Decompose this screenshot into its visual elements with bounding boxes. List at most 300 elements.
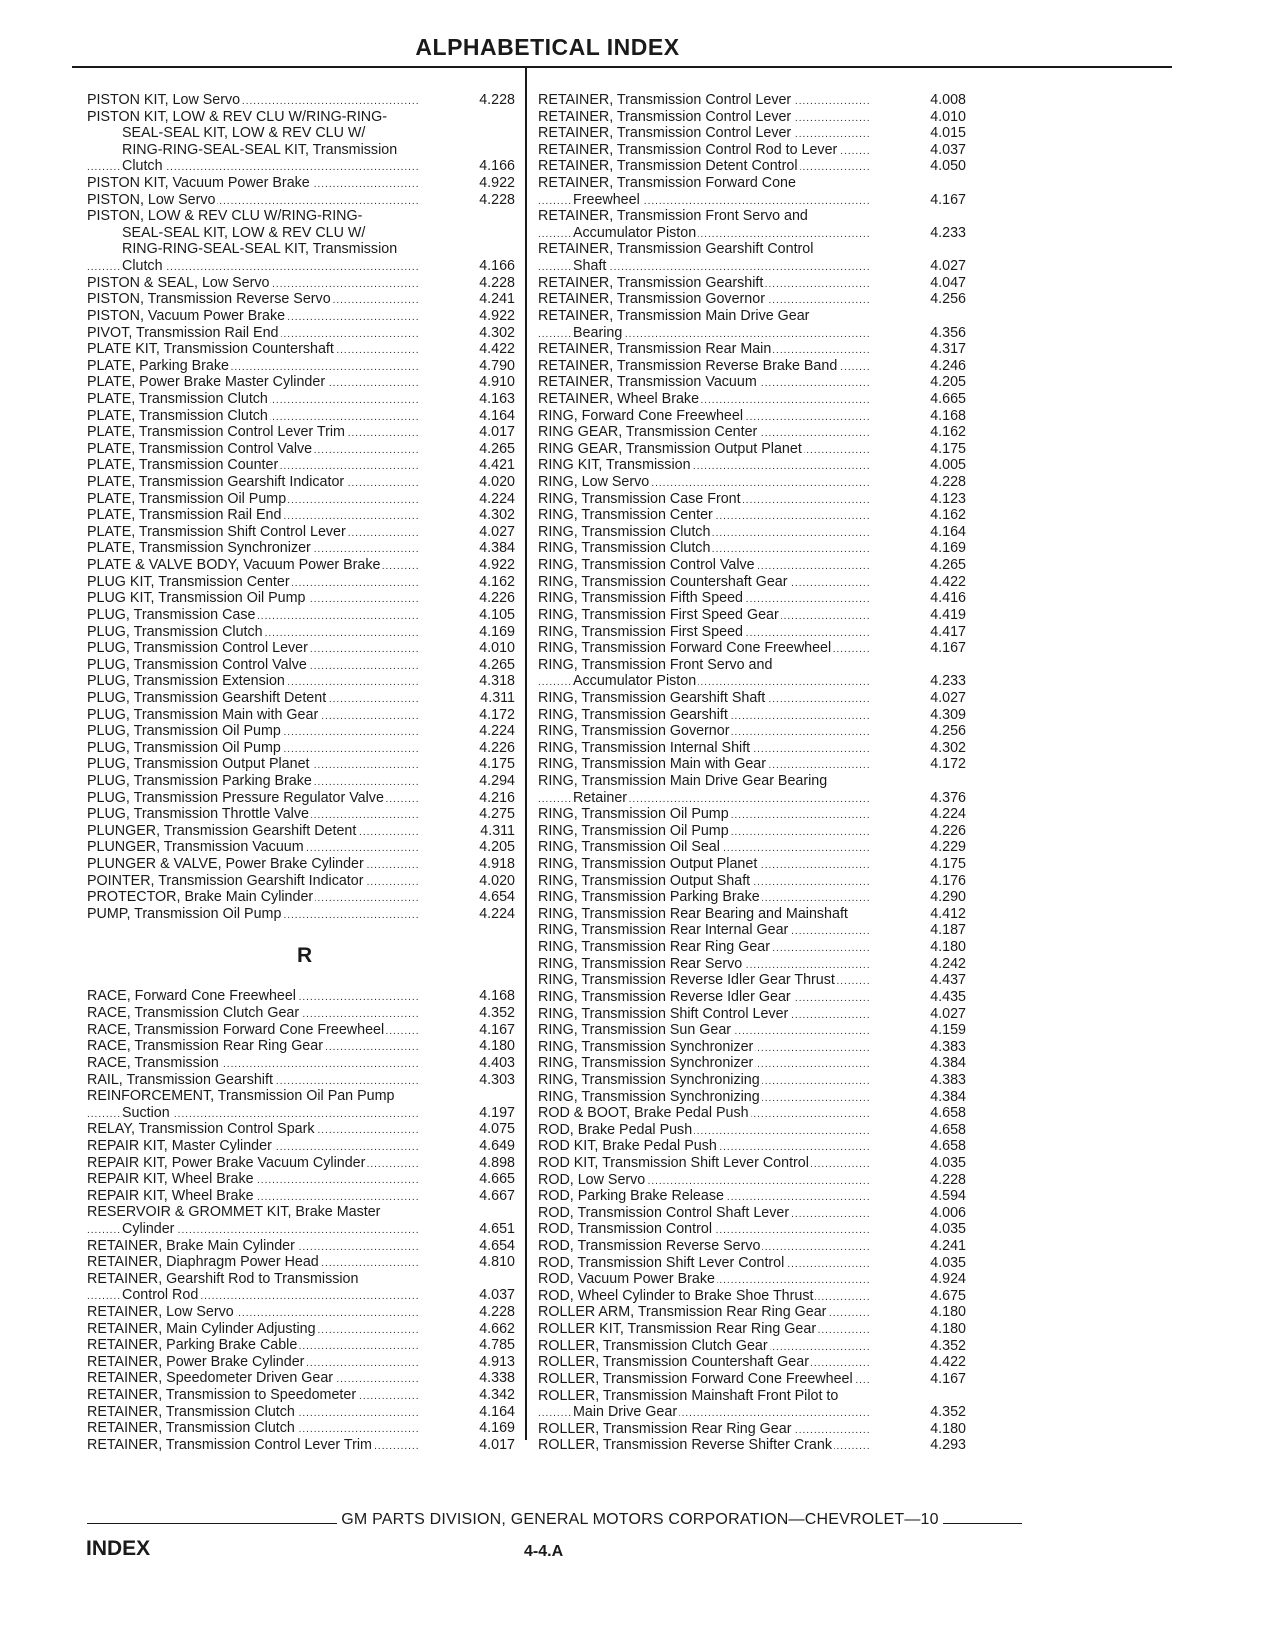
entry-text: Bearing	[573, 324, 623, 341]
index-entry	[87, 1105, 515, 1122]
entry-text: RING, Transmission Output Planet	[538, 856, 758, 873]
index-entry	[538, 756, 966, 773]
entry-text: PLATE, Transmission Counter	[87, 457, 279, 474]
index-entry	[538, 374, 966, 391]
index-entry	[87, 1304, 515, 1321]
entry-text: RING GEAR, Transmission Center	[538, 424, 758, 441]
index-entry	[538, 806, 966, 823]
entry-page-number: 4.422	[930, 1354, 966, 1371]
entry-text: ROD, Transmission Reverse Servo	[538, 1238, 761, 1255]
index-entry	[87, 374, 515, 391]
index-entry	[87, 540, 515, 557]
entry-text: RING, Transmission Gearshift	[538, 706, 728, 723]
entry-text: RING, Transmission Reverse Idler Gear Thrust	[538, 972, 835, 989]
index-entry	[87, 125, 515, 142]
entry-page-number: 4.311	[480, 822, 515, 839]
entry-text: RING, Transmission Gearshift Shaft	[538, 689, 766, 706]
index-entry	[87, 424, 515, 441]
index-entry	[538, 1321, 966, 1338]
entry-text: RING, Low Servo	[538, 474, 650, 491]
index-entry	[538, 1404, 966, 1421]
entry-text: PLUG, Transmission Gearshift Detent	[87, 689, 327, 706]
index-entry	[87, 673, 515, 690]
index-entry	[538, 325, 966, 342]
index-entry	[538, 773, 966, 790]
index-entry	[538, 790, 966, 807]
entry-page-number: 4.180	[930, 1304, 966, 1321]
index-entry	[538, 673, 966, 690]
entry-page-number: 4.224	[930, 806, 966, 823]
entry-page-number: 4.649	[479, 1137, 515, 1154]
entry-page-number: 4.293	[930, 1437, 966, 1454]
entry-page-number: 4.175	[479, 756, 515, 773]
index-entry	[87, 1337, 515, 1354]
index-entry	[538, 1055, 966, 1072]
entry-text: ROLLER KIT, Transmission Rear Ring Gear	[538, 1321, 817, 1338]
entry-text: SEAL-SEAL KIT, LOW & REV CLU W/	[122, 224, 366, 241]
entry-text: RETAINER, Transmission Gearshift Control	[538, 241, 814, 258]
entry-text: PLATE & VALVE BODY, Vacuum Power Brake	[87, 557, 381, 574]
index-entry	[538, 441, 966, 458]
index-entry	[87, 109, 515, 126]
entry-text: PLATE, Transmission Gearshift Indicator	[87, 474, 345, 491]
index-entry	[538, 424, 966, 441]
index-entry	[538, 474, 966, 491]
entry-text: PLATE, Transmission Synchronizer	[87, 540, 311, 557]
entry-text: Cylinder	[122, 1221, 175, 1237]
index-entry	[538, 408, 966, 425]
index-entry	[538, 690, 966, 707]
r-entries	[87, 988, 515, 1453]
entry-page-number: 4.422	[930, 573, 966, 590]
index-entry	[87, 241, 515, 258]
entry-text: Suction	[122, 1104, 170, 1121]
index-entry	[538, 457, 966, 474]
index-entry	[538, 225, 966, 242]
entry-page-number: 4.006	[930, 1204, 966, 1221]
entry-text: RING, Transmission Rear Internal Gear	[538, 922, 789, 939]
entry-page-number: 4.435	[930, 988, 966, 1005]
index-entry	[87, 823, 515, 840]
entry-page-number: 4.667	[479, 1187, 515, 1204]
entry-text: PLATE, Transmission Rail End	[87, 507, 282, 524]
index-entry	[538, 491, 966, 508]
entry-page-number: 4.105	[479, 606, 515, 623]
index-entry	[538, 1271, 966, 1288]
entry-page-number: 4.922	[479, 175, 515, 192]
entry-page-number: 4.166	[479, 158, 515, 175]
entry-page-number: 4.342	[479, 1387, 515, 1404]
entry-text: RING-RING-SEAL-SEAL KIT, Transmission	[122, 141, 398, 158]
entry-text: RING, Transmission Main with Gear	[538, 756, 767, 773]
entry-text: RETAINER, Transmission Control Lever	[538, 125, 792, 142]
entry-text: RETAINER, Transmission Rear Main	[538, 341, 772, 358]
entry-text: Freewheel	[573, 191, 640, 208]
entry-text: ROD, Wheel Cylinder to Brake Shoe Thrust	[538, 1287, 814, 1304]
entry-text: RETAINER, Transmission Control Lever	[538, 108, 792, 125]
entry-page-number: 4.020	[479, 872, 515, 889]
entry-page-number: 4.010	[479, 640, 515, 657]
index-entry	[538, 1388, 966, 1405]
entry-text: ROD, Transmission Control Shaft Lever	[538, 1204, 790, 1221]
index-entry	[538, 1172, 966, 1189]
index-entry	[538, 275, 966, 292]
entry-page-number: 4.027	[930, 258, 966, 275]
entry-page-number: 4.008	[930, 92, 966, 108]
entry-text: RESERVOIR & GROMMET KIT, Brake Master	[87, 1204, 381, 1221]
index-entry	[538, 258, 966, 275]
entry-text: RING, Transmission Oil Pump	[538, 806, 729, 823]
entry-text: ROD, Parking Brake Release	[538, 1188, 724, 1205]
entry-page-number: 4.228	[479, 1304, 515, 1321]
index-entry	[87, 1370, 515, 1387]
index-entry	[538, 125, 966, 142]
index-entry	[538, 175, 966, 192]
column-divider	[525, 68, 527, 1440]
entry-page-number: 4.311	[480, 689, 515, 706]
entry-page-number: 4.421	[479, 457, 515, 474]
entry-page-number: 4.658	[930, 1121, 966, 1138]
entry-page-number: 4.910	[479, 374, 515, 391]
entry-text: PLATE KIT, Transmission Countershaft	[87, 341, 334, 358]
entry-page-number: 4.224	[479, 905, 515, 922]
entry-page-number: 4.162	[930, 424, 966, 441]
entry-text: PLUG, Transmission Control Valve	[87, 656, 307, 673]
entry-text: Clutch	[122, 158, 163, 175]
entry-page-number: 4.913	[479, 1353, 515, 1370]
index-entry	[87, 1321, 515, 1338]
footer-caption: GM PARTS DIVISION, GENERAL MOTORS CORPORATION—CHEVROLET—10	[337, 1511, 942, 1528]
entry-page-number: 4.229	[930, 839, 966, 856]
entry-page-number: 4.303	[479, 1071, 515, 1088]
entry-page-number: 4.175	[930, 440, 966, 457]
entry-text: PISTON, Low Servo	[87, 191, 216, 208]
index-entry	[87, 158, 515, 175]
index-entry	[87, 1072, 515, 1089]
index-entry	[87, 208, 515, 225]
entry-page-number: 4.163	[479, 390, 515, 407]
index-entry	[87, 574, 515, 591]
entry-text: RING, Transmission Synchronizing	[538, 1088, 760, 1105]
entry-text: PLATE, Transmission Shift Control Lever	[87, 523, 346, 540]
index-entry	[538, 341, 966, 358]
entry-text: ROD KIT, Brake Pedal Push	[538, 1138, 717, 1155]
entry-text: PISTON KIT, Low Servo	[87, 92, 241, 108]
entry-text: Clutch	[122, 258, 163, 275]
index-entry	[87, 175, 515, 192]
index-entry	[538, 1072, 966, 1089]
index-entry	[87, 1387, 515, 1404]
entry-text: PROTECTOR, Brake Main Cylinder	[87, 889, 314, 906]
index-entry	[538, 358, 966, 375]
entry-page-number: 4.383	[930, 1071, 966, 1088]
index-entry	[87, 1188, 515, 1205]
entry-page-number: 4.167	[930, 640, 966, 657]
entry-page-number: 4.005	[930, 457, 966, 474]
index-entry	[538, 740, 966, 757]
index-entry	[538, 92, 966, 109]
entry-page-number: 4.384	[930, 1088, 966, 1105]
index-entry	[87, 1437, 515, 1454]
entry-text: PLATE, Transmission Clutch	[87, 407, 268, 424]
entry-page-number: 4.665	[479, 1171, 515, 1188]
index-entry	[538, 208, 966, 225]
entry-text: PLATE, Transmission Control Lever Trim	[87, 424, 345, 441]
entry-page-number: 4.352	[930, 1404, 966, 1421]
entry-page-number: 4.417	[930, 623, 966, 640]
entry-text: RETAINER, Transmission Front Servo and	[538, 208, 808, 225]
index-entry	[538, 1354, 966, 1371]
index-entry	[87, 358, 515, 375]
entry-text: PUMP, Transmission Oil Pump	[87, 905, 282, 922]
index-entry	[538, 1122, 966, 1139]
entry-page-number: 4.384	[479, 540, 515, 557]
index-entry	[538, 823, 966, 840]
index-entry	[87, 408, 515, 425]
entry-page-number: 4.265	[479, 656, 515, 673]
entry-text: RING, Transmission Countershaft Gear	[538, 573, 788, 590]
index-entry	[87, 557, 515, 574]
entry-text: Accumulator Piston	[573, 224, 697, 241]
entry-page-number: 4.226	[479, 590, 515, 607]
index-entry	[538, 557, 966, 574]
entry-page-number: 4.256	[930, 291, 966, 308]
entry-page-number: 4.167	[930, 1370, 966, 1387]
entry-text: ROLLER, Transmission Clutch Gear	[538, 1337, 768, 1354]
entry-page-number: 4.317	[930, 341, 966, 358]
entry-text: RING, Transmission Parking Brake	[538, 889, 760, 906]
entry-page-number: 4.302	[930, 739, 966, 756]
index-entry	[87, 192, 515, 209]
entry-text: RETAINER, Transmission Detent Control	[538, 158, 798, 175]
entry-page-number: 4.027	[930, 1005, 966, 1022]
entry-text: PLUG, Transmission Parking Brake	[87, 772, 312, 789]
entry-text: RING-RING-SEAL-SEAL KIT, Transmission	[122, 241, 398, 258]
entry-page-number: 4.166	[479, 258, 515, 275]
entry-page-number: 4.180	[930, 939, 966, 956]
entry-text: RING, Transmission Main Drive Gear Bearing	[538, 772, 828, 789]
entry-page-number: 4.318	[479, 673, 515, 690]
entry-page-number: 4.172	[479, 706, 515, 723]
entry-text: RING, Transmission Oil Seal	[538, 839, 720, 856]
entry-text: RETAINER, Transmission Control Lever Trim	[87, 1436, 372, 1453]
index-entry	[538, 657, 966, 674]
index-entry	[87, 457, 515, 474]
entry-page-number: 4.675	[930, 1287, 966, 1304]
index-entry	[87, 341, 515, 358]
entry-page-number: 4.338	[479, 1370, 515, 1387]
entry-page-number: 4.205	[479, 839, 515, 856]
entry-text: PLUG KIT, Transmission Center	[87, 573, 290, 590]
entry-text: RING, Transmission Case Front	[538, 490, 741, 507]
entry-page-number: 4.228	[930, 1171, 966, 1188]
index-entry	[538, 956, 966, 973]
page-number: 4-4.A	[524, 1543, 564, 1560]
index-entry	[87, 1287, 515, 1304]
index-entry	[538, 1255, 966, 1272]
index-entry	[538, 590, 966, 607]
entry-text: PLUG, Transmission Extension	[87, 673, 285, 690]
entry-page-number: 4.224	[479, 490, 515, 507]
index-entry	[87, 640, 515, 657]
entry-page-number: 4.167	[479, 1021, 515, 1038]
entry-text: PLUG KIT, Transmission Oil Pump	[87, 590, 306, 607]
index-entry	[87, 707, 515, 724]
entry-text: PLATE, Power Brake Master Cylinder	[87, 374, 326, 391]
entry-text: RING, Transmission Output Shaft	[538, 872, 751, 889]
entry-text: PLUG, Transmission Pressure Regulator Valve	[87, 789, 384, 806]
index-entry	[538, 1138, 966, 1155]
index-entry	[87, 806, 515, 823]
index-entry	[87, 1204, 515, 1221]
entry-page-number: 4.265	[479, 440, 515, 457]
entry-text: RETAINER, Transmission Forward Cone	[538, 175, 796, 192]
entry-text: PLUG, Transmission Control Lever	[87, 640, 308, 657]
entry-page-number: 4.918	[479, 856, 515, 873]
entry-text: RING, Transmission Control Valve	[538, 557, 755, 574]
entry-page-number: 4.242	[930, 955, 966, 972]
index-entry	[87, 1138, 515, 1155]
index-entry	[87, 92, 515, 109]
index-entry	[87, 275, 515, 292]
entry-text: PLUG, Transmission Main with Gear	[87, 706, 319, 723]
entry-text: Main Drive Gear	[573, 1404, 678, 1421]
index-entry	[87, 1420, 515, 1437]
index-entry	[87, 325, 515, 342]
entry-text: PLATE, Transmission Oil Pump	[87, 490, 287, 507]
entry-text: RING, Forward Cone Freewheel	[538, 407, 743, 424]
index-entry	[87, 258, 515, 275]
index-entry	[538, 1205, 966, 1222]
entry-page-number: 4.164	[479, 1403, 515, 1420]
page-title: ALPHABETICAL INDEX	[415, 34, 680, 60]
index-entry	[538, 1238, 966, 1255]
entry-page-number: 4.175	[930, 856, 966, 873]
index-entry	[538, 1105, 966, 1122]
index-entry	[538, 889, 966, 906]
entry-page-number: 4.197	[479, 1104, 515, 1121]
entry-page-number: 4.167	[930, 191, 966, 208]
entry-text: RING, Transmission First Speed	[538, 623, 743, 640]
entry-text: ROLLER, Transmission Forward Cone Freewheel	[538, 1370, 853, 1387]
index-entry	[538, 241, 966, 258]
entry-page-number: 4.164	[479, 407, 515, 424]
entry-text: RING, Transmission Governor	[538, 723, 730, 740]
entry-page-number: 4.403	[479, 1054, 515, 1071]
index-entry	[87, 524, 515, 541]
index-entry	[538, 624, 966, 641]
index-entry	[87, 491, 515, 508]
index-entry	[87, 657, 515, 674]
entry-page-number: 4.162	[479, 573, 515, 590]
entry-text: RING, Transmission Rear Servo	[538, 955, 743, 972]
entry-page-number: 4.419	[930, 606, 966, 623]
entry-page-number: 4.290	[930, 889, 966, 906]
index-entry	[538, 308, 966, 325]
entry-page-number: 4.658	[930, 1105, 966, 1122]
index-entry	[87, 1022, 515, 1039]
entry-page-number: 4.412	[930, 905, 966, 922]
entry-page-number: 4.164	[930, 523, 966, 540]
entry-page-number: 4.037	[930, 141, 966, 158]
entry-page-number: 4.176	[930, 872, 966, 889]
entry-page-number: 4.241	[479, 291, 515, 308]
entry-page-number: 4.050	[930, 158, 966, 175]
index-entry	[538, 1155, 966, 1172]
entry-text: PISTON KIT, Vacuum Power Brake	[87, 175, 310, 192]
entry-page-number: 4.228	[930, 474, 966, 491]
entry-text: POINTER, Transmission Gearshift Indicator	[87, 872, 364, 889]
index-entry	[87, 1171, 515, 1188]
right-entries	[538, 92, 966, 1454]
entry-text: ROD, Low Servo	[538, 1171, 646, 1188]
index-entry	[538, 1371, 966, 1388]
index-entry	[87, 291, 515, 308]
entry-page-number: 4.437	[930, 972, 966, 989]
index-entry	[538, 524, 966, 541]
index-entry	[538, 906, 966, 923]
entry-text: RETAINER, Transmission Control Rod to Lever	[538, 141, 838, 158]
index-entry	[87, 1254, 515, 1271]
entry-page-number: 4.228	[479, 191, 515, 208]
entry-text: RETAINER, Gearshift Rod to Transmission	[87, 1270, 359, 1287]
index-entry	[538, 1338, 966, 1355]
entry-page-number: 4.169	[930, 540, 966, 557]
entry-text: PIVOT, Transmission Rail End	[87, 324, 279, 341]
entry-text: PLATE, Transmission Control Valve	[87, 440, 313, 457]
entry-text: RETAINER, Power Brake Cylinder	[87, 1353, 305, 1370]
entry-page-number: 4.352	[930, 1337, 966, 1354]
entry-text: RING, Transmission Oil Pump	[538, 822, 729, 839]
index-entry	[87, 773, 515, 790]
entry-text: PLUG, Transmission Oil Pump	[87, 723, 281, 740]
entry-text: RING KIT, Transmission	[538, 457, 691, 474]
index-entry	[538, 839, 966, 856]
index-entry	[538, 1006, 966, 1023]
entry-page-number: 4.168	[479, 988, 515, 1005]
entry-text: ROLLER, Transmission Countershaft Gear	[538, 1354, 809, 1371]
entry-page-number: 4.224	[479, 723, 515, 740]
entry-page-number: 4.662	[479, 1320, 515, 1337]
entry-text: Retainer	[573, 789, 628, 806]
entry-page-number: 4.169	[479, 1420, 515, 1437]
index-entry	[87, 723, 515, 740]
entry-page-number: 4.416	[930, 590, 966, 607]
entry-page-number: 4.168	[930, 407, 966, 424]
entry-page-number: 4.228	[479, 274, 515, 291]
entry-text: RETAINER, Transmission Clutch	[87, 1420, 295, 1437]
entry-text: RING, Transmission Fifth Speed	[538, 590, 743, 607]
entry-text: REPAIR KIT, Wheel Brake	[87, 1187, 254, 1204]
entry-text: PLUNGER & VALVE, Power Brake Cylinder	[87, 856, 364, 873]
entry-text: RETAINER, Transmission to Speedometer	[87, 1387, 357, 1404]
entry-page-number: 4.035	[930, 1155, 966, 1171]
entry-text: RING, Transmission Rear Bearing and Mainshaft	[538, 905, 848, 922]
index-entry	[538, 856, 966, 873]
entry-text: ROD, Transmission Control	[538, 1221, 712, 1238]
index-entry	[538, 391, 966, 408]
entry-page-number: 4.037	[479, 1287, 515, 1304]
entry-text: RAIL, Transmission Gearshift	[87, 1071, 273, 1088]
entry-page-number: 4.228	[479, 92, 515, 108]
index-entry	[538, 574, 966, 591]
entry-text: RACE, Transmission Rear Ring Gear	[87, 1038, 323, 1055]
index-entry	[87, 225, 515, 242]
entry-page-number: 4.302	[479, 507, 515, 524]
index-entry	[87, 1271, 515, 1288]
entry-text: RING, Transmission Center	[538, 507, 713, 524]
entry-page-number: 4.376	[930, 789, 966, 806]
